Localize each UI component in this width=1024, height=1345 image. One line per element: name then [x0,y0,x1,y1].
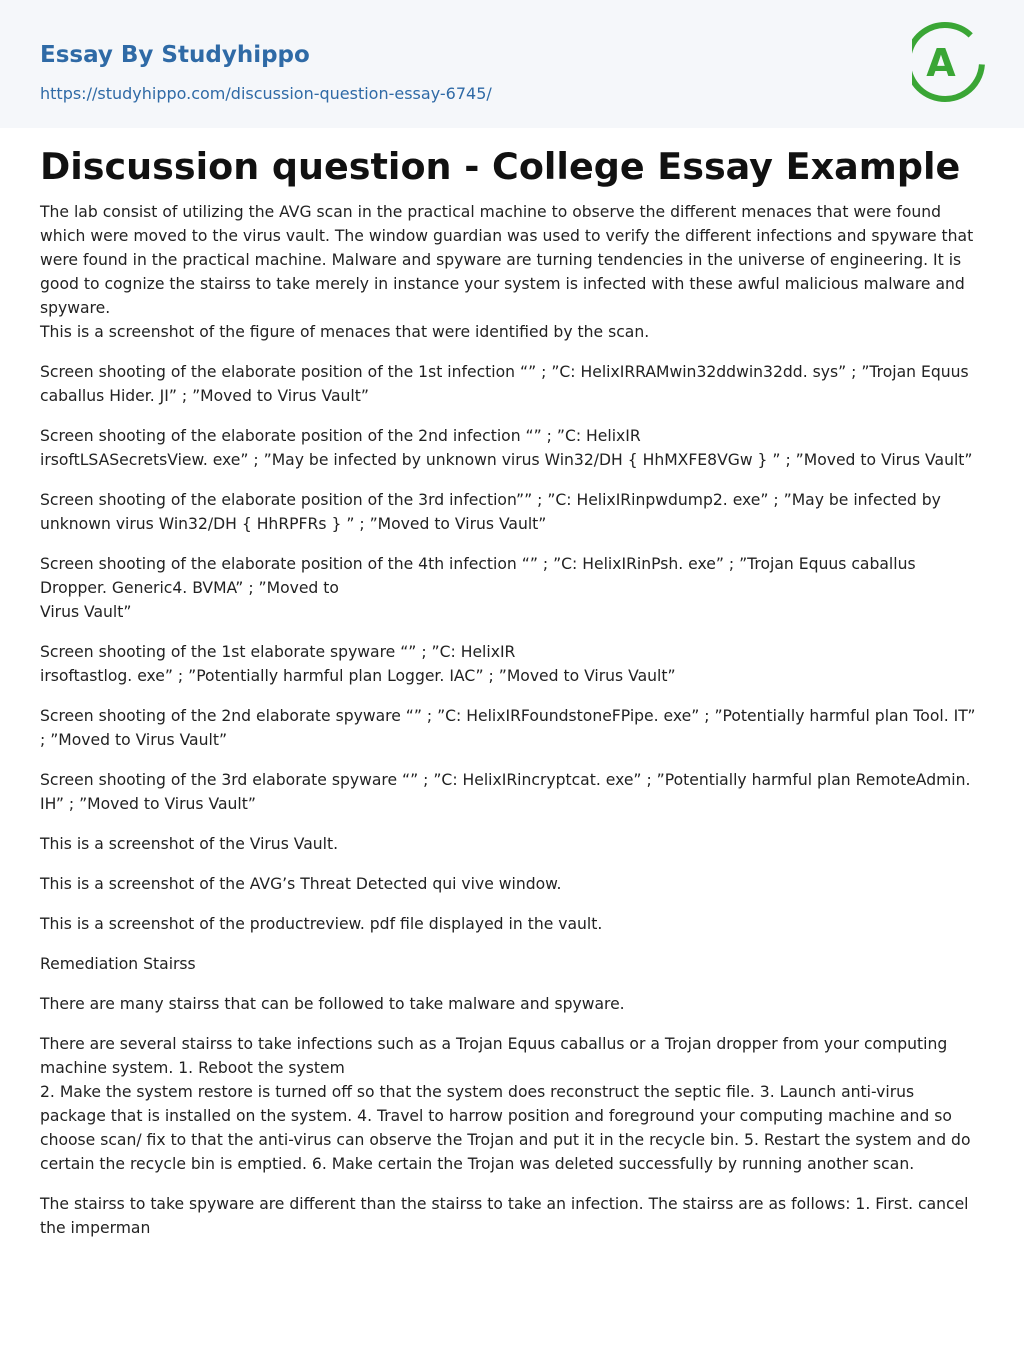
paragraph-line: Screen shooting of the elaborate position of the 2nd infection “” ; ”C: HelixIR [40,427,641,445]
paragraph-line: This is a screenshot of the Virus Vault. [40,835,339,853]
essay-paragraph [40,360,984,408]
paragraph-line: Screen shooting of the elaborate position of the 1st infection “” ; ”C: HelixIRRAMwin32ddwin32dd. sys” ; ”Trojan Equus caballus Hider. JI” ; ”Moved to Virus Vault” [40,363,969,405]
essay-paragraph [40,640,984,688]
paragraph-line: The lab consist of utilizing the AVG scan in the practical machine to observe the different menaces that were found which were moved to the virus vault. The window guardian was used to verify the different infections and spyware that were found in the practical machine. Malware and spyware are turning tendencies in the universe of engineering. It is good to cognize the stairss to take merely in instance your system is infected with these awful malicious malware and spyware. [40,203,974,317]
paragraph-line: This is a screenshot of the figure of menaces that were identified by the scan. [40,323,650,341]
page-title: Discussion question - College Essay Example [40,145,961,188]
paragraph-line: irsoftLSASecretsView. exe” ; ”May be infected by unknown virus Win32/DH { HhMXFE8VGw } ” ; ”Moved to Virus Vault” [40,451,973,469]
essay-paragraph [40,1192,984,1240]
site-header [0,0,1024,128]
essay-paragraph [40,424,984,472]
source-url-link[interactable]: https://studyhippo.com/discussion-question-essay-6745/ [40,84,492,103]
paragraph-line: There are several stairss to take infections such as a Trojan Equus caballus or a Trojan dropper from your computing machine system. 1. Reboot the system [40,1035,948,1077]
essay-paragraph [40,1032,984,1176]
paragraph-line: 2. Make the system restore is turned off so that the system does reconstruct the septic file. 3. Launch anti-virus package that is installed on the system. 4. Travel to harrow position and foreground your computing machine and so choose scan/ fix to that the anti-virus can observe the Trojan and put it in the recycle bin. 5. Restart the system and do certain the recycle bin is emptied. 6. Make certain the Trojan was deleted successfully by running another scan. [40,1083,971,1173]
essay-body [40,200,984,1256]
essay-paragraph [40,488,984,536]
site-brand[interactable]: Essay By Studyhippo [40,42,310,68]
paragraph-line: Screen shooting of the elaborate position of the 3rd infection”” ; ”C: HelixIRinpwdump2. exe” ; ”May be infected by unknown virus Win32/DH { HhRPFRs } ” ; ”Moved to Virus Vault” [40,491,941,533]
paragraph-line: Screen shooting of the 1st elaborate spyware “” ; ”C: HelixIR [40,643,516,661]
paragraph-line: Screen shooting of the 2nd elaborate spyware “” ; ”C: HelixIRFoundstoneFPipe. exe” ; ”Potentially harmful plan Tool. IT” ; ”Moved to Virus Vault” [40,707,976,749]
paragraph-line: This is a screenshot of the productreview. pdf file displayed in the vault. [40,915,603,933]
essay-paragraph [40,872,984,896]
essay-paragraph [40,704,984,752]
essay-paragraph [40,912,984,936]
logo-letter: A [926,41,956,85]
essay-paragraph [40,952,984,976]
paragraph-line: Remediation Stairss [40,955,196,973]
site-logo-icon[interactable] [912,18,988,106]
paragraph-line: The stairss to take spyware are different than the stairss to take an infection. The stairss are as follows: 1. First. cancel the imperman [40,1195,969,1237]
essay-paragraph [40,992,984,1016]
paragraph-line: This is a screenshot of the AVG’s Threat Detected qui vive window. [40,875,562,893]
paragraph-line: Screen shooting of the 3rd elaborate spyware “” ; ”C: HelixIRincryptcat. exe” ; ”Potentially harmful plan RemoteAdmin. IH” ; ”Moved to Virus Vault” [40,771,971,813]
essay-paragraph [40,552,984,624]
paragraph-line: Screen shooting of the elaborate position of the 4th infection “” ; ”C: HelixIRinPsh. exe” ; ”Trojan Equus caballus Dropper. Generic4. BVMA” ; ”Moved to [40,555,916,597]
essay-paragraph [40,768,984,816]
essay-paragraph [40,832,984,856]
paragraph-line: There are many stairss that can be followed to take malware and spyware. [40,995,625,1013]
paragraph-line: Virus Vault” [40,603,132,621]
essay-paragraph [40,200,984,344]
paragraph-line: irsoftastlog. exe” ; ”Potentially harmful plan Logger. IAC” ; ”Moved to Virus Vault” [40,667,676,685]
